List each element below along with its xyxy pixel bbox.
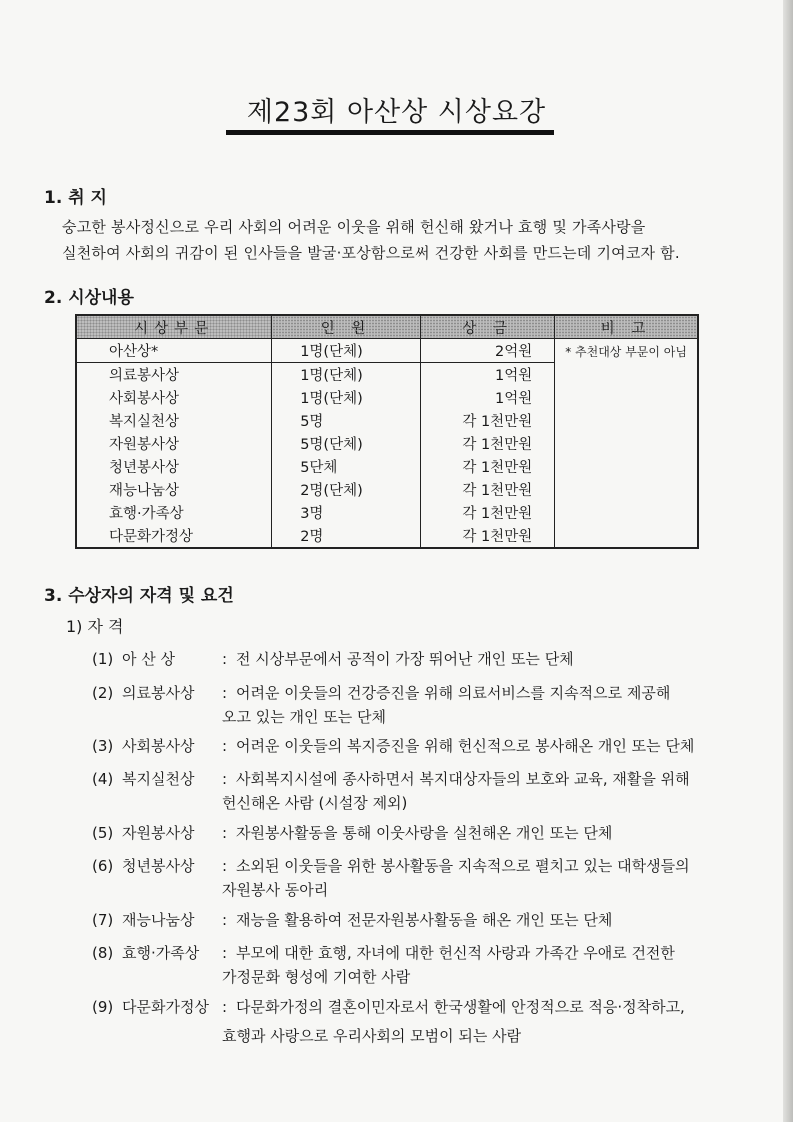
qualification-item	[92, 648, 574, 669]
item-label: 자원봉사상	[122, 824, 195, 842]
award-name: 청년봉사상	[76, 455, 272, 478]
award-count: 1명(단체)	[272, 363, 421, 387]
item-colon: :	[222, 944, 228, 962]
title-underline	[226, 130, 554, 135]
awards-table-header	[76, 315, 698, 339]
section-heading-qualifications: 3. 수상자의 자격 및 요건	[44, 586, 234, 606]
qualification-item	[92, 768, 690, 789]
item-number: (5)	[92, 824, 114, 842]
qualifications-subheading: 1) 자 격	[66, 617, 124, 636]
col-header-note: 비 고	[555, 315, 698, 339]
item-colon: :	[222, 857, 228, 875]
award-name: 다문화가정상	[76, 524, 272, 548]
item-number: (3)	[92, 737, 114, 755]
award-count: 5단체	[272, 455, 421, 478]
award-prize: 1억원	[420, 363, 554, 387]
award-count: 2명(단체)	[272, 478, 421, 501]
table-row	[76, 339, 698, 363]
section-heading-purpose: 1. 취 지	[44, 188, 107, 208]
qualification-item	[92, 735, 694, 756]
item-text-continuation: 가정문화 형성에 기여한 사람	[222, 968, 411, 986]
item-text-continuation: 효행과 사랑으로 우리사회의 모범이 되는 사람	[222, 1027, 522, 1045]
purpose-line-1: 숭고한 봉사정신으로 우리 사회의 어려운 이웃을 위해 헌신해 왔거나 효행 및 가족사랑을	[62, 218, 646, 236]
item-label: 청년봉사상	[122, 857, 195, 875]
award-prize: 2억원	[420, 339, 554, 363]
item-number: (1)	[92, 650, 114, 668]
item-colon: :	[222, 824, 228, 842]
item-label: 의료봉사상	[122, 684, 195, 702]
qualification-item	[92, 909, 612, 930]
qualification-item	[92, 855, 690, 876]
item-label: 다문화가정상	[122, 998, 209, 1016]
item-label: 재능나눔상	[122, 911, 195, 929]
award-count: 1명(단체)	[272, 339, 421, 363]
item-label: 효행·가족상	[122, 944, 200, 962]
item-number: (6)	[92, 857, 114, 875]
item-text-continuation: 자원봉사 동아리	[222, 881, 329, 899]
award-name: 재능나눔상	[76, 478, 272, 501]
item-text: 부모에 대한 효행, 자녀에 대한 헌신적 사랑과 가족간 우애로 건전한	[236, 944, 675, 962]
award-prize: 각 1천만원	[420, 501, 554, 524]
item-text: 자원봉사활동을 통해 이웃사랑을 실천해온 개인 또는 단체	[236, 824, 613, 842]
award-count: 5명(단체)	[272, 432, 421, 455]
item-label: 사회봉사상	[122, 737, 195, 755]
award-count: 5명	[272, 409, 421, 432]
item-number: (7)	[92, 911, 114, 929]
item-label: 아 산 상	[122, 650, 176, 668]
award-name: 의료봉사상	[76, 363, 272, 387]
award-count: 1명(단체)	[272, 386, 421, 409]
award-prize: 각 1천만원	[420, 455, 554, 478]
item-colon: :	[222, 737, 228, 755]
item-number: (4)	[92, 770, 114, 788]
item-text-continuation: 오고 있는 개인 또는 단체	[222, 708, 386, 726]
award-name: 복지실천상	[76, 409, 272, 432]
award-prize: 각 1천만원	[420, 524, 554, 548]
award-prize: 각 1천만원	[420, 409, 554, 432]
award-name: 자원봉사상	[76, 432, 272, 455]
page-edge-shadow	[783, 0, 793, 1122]
award-name: 아산상*	[76, 339, 272, 363]
purpose-line-2: 실천하여 사회의 귀감이 된 인사들을 발굴·포상함으로써 건강한 사회를 만드는데 기여코자 함.	[62, 244, 680, 262]
awards-table	[75, 314, 699, 549]
item-text: 소외된 이웃들을 위한 봉사활동을 지속적으로 펼치고 있는 대학생들의	[236, 857, 690, 875]
section-heading-awards: 2. 시상내용	[44, 288, 134, 308]
qualification-item	[92, 942, 675, 963]
qualification-item	[92, 822, 612, 843]
award-prize: 각 1천만원	[420, 478, 554, 501]
item-colon: :	[222, 770, 228, 788]
item-text: 재능을 활용하여 전문자원봉사활동을 해온 개인 또는 단체	[236, 911, 613, 929]
award-prize: 1억원	[420, 386, 554, 409]
award-prize: 각 1천만원	[420, 432, 554, 455]
col-header-category: 시상부문	[76, 315, 272, 339]
item-colon: :	[222, 684, 228, 702]
item-text: 어려운 이웃들의 건강증진을 위해 의료서비스를 지속적으로 제공해	[236, 684, 671, 702]
item-text-continuation: 헌신해온 사람 (시설장 제외)	[222, 794, 408, 812]
award-name: 효행·가족상	[76, 501, 272, 524]
item-colon: :	[222, 650, 228, 668]
item-text: 다문화가정의 결혼이민자로서 한국생활에 안정적으로 적응·정착하고,	[236, 998, 685, 1016]
item-text: 전 시상부문에서 공적이 가장 뛰어난 개인 또는 단체	[236, 650, 574, 668]
item-text: 사회복지시설에 종사하면서 복지대상자들의 보호와 교육, 재활을 위해	[236, 770, 690, 788]
award-name: 사회봉사상	[76, 386, 272, 409]
item-number: (9)	[92, 998, 114, 1016]
award-count: 3명	[272, 501, 421, 524]
item-text: 어려운 이웃들의 복지증진을 위해 헌신적으로 봉사해온 개인 또는 단체	[236, 737, 695, 755]
award-count: 2명	[272, 524, 421, 548]
item-number: (8)	[92, 944, 114, 962]
qualification-item	[92, 682, 670, 703]
item-colon: :	[222, 998, 228, 1016]
col-header-prize: 상 금	[420, 315, 554, 339]
item-label: 복지실천상	[122, 770, 195, 788]
item-colon: :	[222, 911, 228, 929]
qualification-item	[92, 996, 685, 1017]
item-number: (2)	[92, 684, 114, 702]
award-note: * 추천대상 부문이 아님	[555, 339, 698, 549]
document-title: 제23회 아산상 시상요강	[246, 97, 547, 128]
col-header-count: 인 원	[272, 315, 421, 339]
